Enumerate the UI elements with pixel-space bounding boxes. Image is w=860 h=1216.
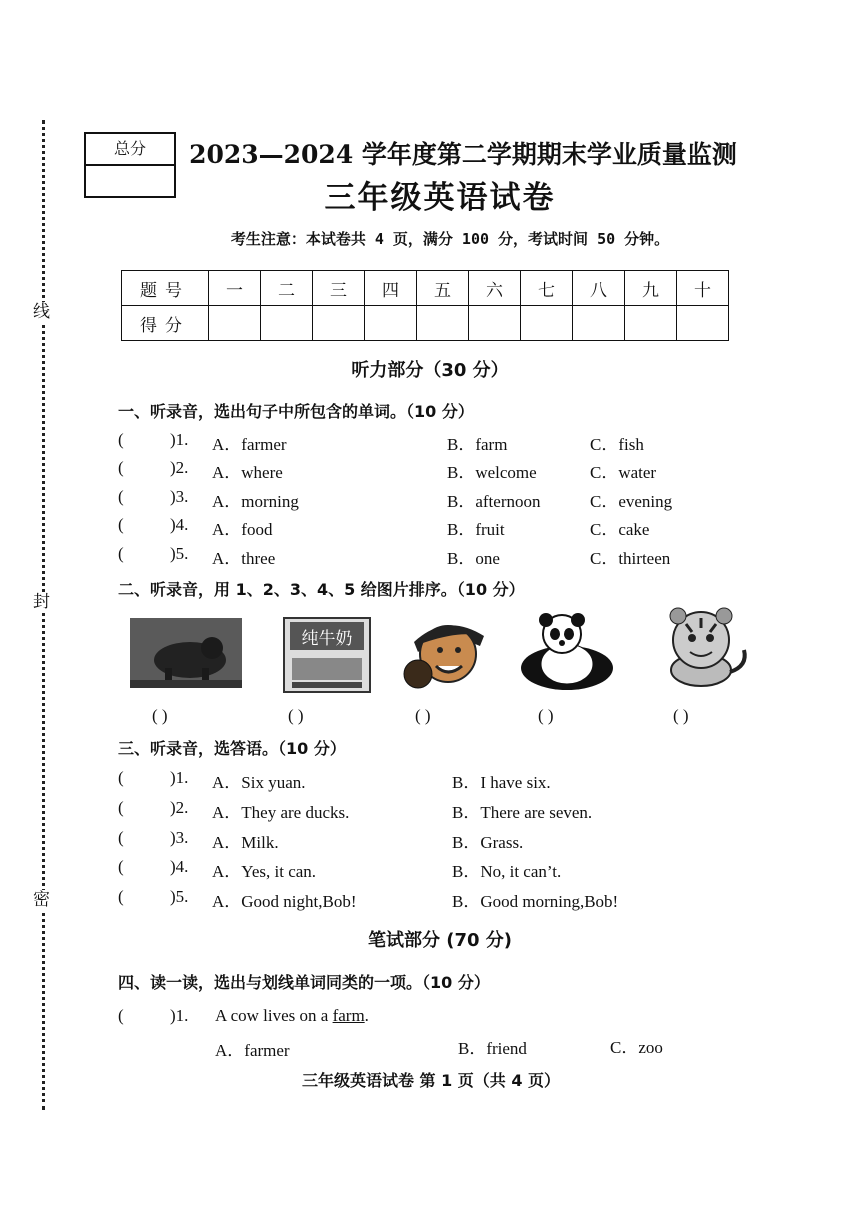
option-b: B．farm	[447, 435, 508, 454]
option-a: A．Milk.	[212, 833, 279, 852]
tiger-image	[656, 606, 752, 688]
column-2: 二	[261, 271, 313, 306]
question-text-pre: A cow lives on a	[215, 1006, 333, 1025]
underlined-word: farm	[332, 1006, 365, 1025]
order-blank[interactable]: ( )	[673, 706, 689, 725]
option-c: C．zoo	[610, 1038, 663, 1057]
question-number-label: 题号	[122, 271, 209, 306]
score-cell[interactable]	[573, 306, 625, 341]
question-number: )1.	[170, 768, 189, 787]
answer-paren[interactable]: (	[118, 1006, 124, 1025]
option-c: C．water	[590, 463, 657, 482]
column-10: 十	[677, 271, 729, 306]
part4-heading: 四、读一读，选出与划线单词同类的一项。（10 分）	[118, 973, 490, 992]
option-c: C．cake	[590, 520, 650, 539]
column-4: 四	[365, 271, 417, 306]
question-number: )1.	[170, 430, 189, 449]
question-number: )2.	[170, 798, 189, 817]
answer-paren[interactable]: (	[118, 430, 124, 449]
answer-paren[interactable]: (	[118, 544, 124, 563]
total-score-label: 总分	[86, 134, 174, 166]
question-number: )1.	[170, 1006, 189, 1025]
question-text	[215, 1006, 369, 1026]
option-b: B．Grass.	[452, 833, 524, 852]
option-b: B．afternoon	[447, 492, 541, 511]
option-c: C．fish	[590, 435, 644, 454]
score-cell[interactable]	[209, 306, 261, 341]
answer-paren[interactable]: (	[118, 857, 124, 876]
exam-notice: 考生注意：本试卷共 4 页，满分 100 分，考试时间 50 分钟。	[230, 230, 670, 248]
answer-paren[interactable]: (	[118, 515, 124, 534]
score-table	[121, 270, 729, 341]
column-9: 九	[625, 271, 677, 306]
writing-section-title: 笔试部分 (70 分)	[367, 930, 513, 951]
question-number: )4.	[170, 857, 189, 876]
column-8: 八	[573, 271, 625, 306]
dotted-line	[42, 120, 45, 1110]
option-a: A．Good night,Bob!	[212, 892, 357, 911]
option-b: B．fruit	[447, 520, 505, 539]
answer-paren[interactable]: (	[118, 798, 124, 817]
boy-eating-image	[400, 612, 492, 690]
option-b: B．There are seven.	[452, 803, 593, 822]
score-table-header-row	[122, 271, 729, 306]
option-a: A．They are ducks.	[212, 803, 350, 822]
option-b: B．I have six.	[452, 773, 551, 792]
option-b: B．friend	[458, 1039, 527, 1058]
binding-char-xian: 线	[33, 302, 50, 322]
order-blank[interactable]: ( )	[538, 706, 554, 725]
answer-paren[interactable]: (	[118, 458, 124, 477]
order-blank[interactable]: ( )	[415, 706, 431, 725]
part3-heading: 三、听录音，选答语。（10 分）	[118, 739, 346, 758]
column-6: 六	[469, 271, 521, 306]
score-cell[interactable]	[469, 306, 521, 341]
binding-line	[33, 120, 50, 1110]
panda-image	[512, 612, 622, 690]
score-cell[interactable]	[521, 306, 573, 341]
exam-title: 2023—2024 学年度第二学期期末学业质量监测	[189, 140, 737, 169]
answer-paren[interactable]: (	[118, 487, 124, 506]
question-text-post: .	[364, 1006, 369, 1025]
total-score-box	[84, 132, 176, 198]
question-number: )3.	[170, 828, 189, 847]
score-cell[interactable]	[261, 306, 313, 341]
column-3: 三	[313, 271, 365, 306]
score-cell[interactable]	[365, 306, 417, 341]
binding-char-feng: 封	[33, 592, 50, 612]
part1-heading: 一、听录音，选出句子中所包含的单词。（10 分）	[118, 402, 474, 421]
option-a: A．farmer	[212, 435, 287, 454]
part2-heading: 二、听录音，用 1、2、3、4、5 给图片排序。（10 分）	[118, 580, 525, 599]
listening-section-title: 听力部分（30 分）	[351, 360, 509, 381]
option-b: B．Good morning,Bob!	[452, 892, 619, 911]
score-cell[interactable]	[625, 306, 677, 341]
option-a: A．three	[212, 549, 276, 568]
page-footer: 三年级英语试卷 第 1 页（共 4 页）	[301, 1071, 561, 1090]
score-cell[interactable]	[677, 306, 729, 341]
bear-image	[130, 618, 242, 688]
answer-paren[interactable]: (	[118, 768, 124, 787]
score-table-score-row	[122, 306, 729, 341]
option-b: B．one	[447, 549, 500, 568]
option-a: A．Six yuan.	[212, 773, 306, 792]
option-b: B．welcome	[447, 463, 537, 482]
option-a: A．morning	[212, 492, 299, 511]
option-a: A．where	[212, 463, 283, 482]
answer-paren[interactable]: (	[118, 887, 124, 906]
question-number: )4.	[170, 515, 189, 534]
option-a: A．Yes, it can.	[212, 862, 317, 881]
question-number: )5.	[170, 544, 189, 563]
option-a: A．food	[212, 520, 273, 539]
order-blank[interactable]: ( )	[152, 706, 168, 725]
option-b: B．No, it can’t.	[452, 862, 562, 881]
column-1: 一	[209, 271, 261, 306]
order-blank[interactable]: ( )	[288, 706, 304, 725]
score-cell[interactable]	[313, 306, 365, 341]
option-c: C．evening	[590, 492, 673, 511]
column-5: 五	[417, 271, 469, 306]
question-number: )2.	[170, 458, 189, 477]
score-cell[interactable]	[417, 306, 469, 341]
score-label: 得分	[122, 306, 209, 341]
option-c: C．thirteen	[590, 549, 671, 568]
column-7: 七	[521, 271, 573, 306]
exam-subtitle: 三年级英语试卷	[324, 180, 556, 216]
option-a: A．farmer	[215, 1041, 290, 1060]
total-score-field[interactable]	[86, 166, 174, 196]
question-number: )5.	[170, 887, 189, 906]
binding-char-mi: 密	[33, 890, 50, 910]
answer-paren[interactable]: (	[118, 828, 124, 847]
milk-carton-image	[282, 614, 372, 694]
milk-carton-label: 纯牛奶	[301, 629, 353, 649]
question-number: )3.	[170, 487, 189, 506]
